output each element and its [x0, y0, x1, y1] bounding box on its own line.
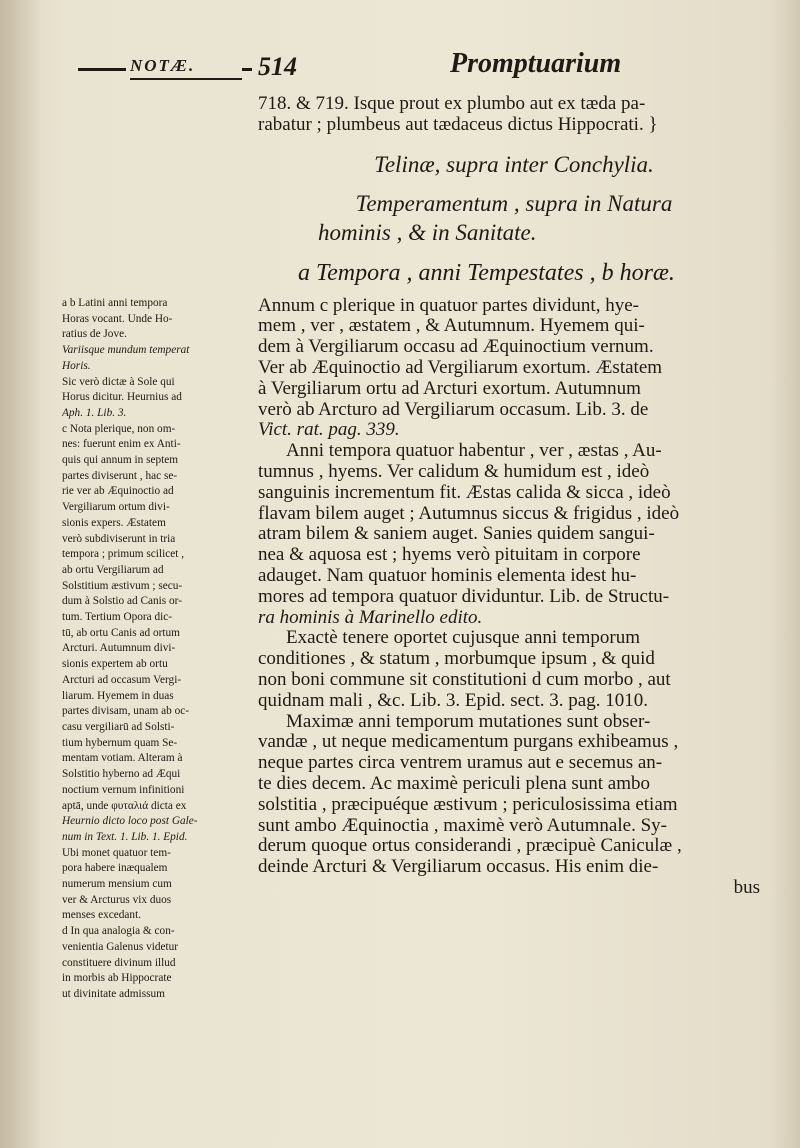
running-head [78, 48, 778, 88]
body-line: adauget. Nam quatuor hominis elementa idest hu- [258, 565, 637, 586]
body-line-reference: ra hominis à Marinello edito. [258, 607, 483, 628]
body-line: mem , ver , æstatem , & Autumnum. Hyemem qui- [258, 316, 645, 337]
margin-line: Variisque mundum temperat [62, 344, 190, 357]
body-line: flavam bilem auget ; Autumnus siccus & frigidus , ideò [258, 503, 680, 524]
running-title: Promptuarium [450, 48, 622, 79]
body-line: vandæ , ut neque medicamentum purgans exhibeamus , [258, 732, 679, 753]
body-line: Exactè tenere oportet cujusque anni temporum [286, 628, 641, 649]
body-line: nea & aquosa est ; hyems verò pituitam in corpore [258, 545, 641, 566]
entry-telinae: Telinæ, supra inter Conchylia. [374, 151, 654, 177]
body-line: sunt ambo Æquinoctia , maximè verò Autumnale. Sy- [258, 815, 667, 836]
margin-line: tempora ; primum scilicet , [62, 548, 185, 561]
margin-line: tū, ab ortu Canis ad ortum [62, 626, 180, 639]
head-notae-rule [130, 78, 242, 80]
intro-line: 718. & 719. Isque prout ex plumbo aut ex tæda pa- [258, 94, 646, 114]
entry-temperamentum-cont: hominis , & in Sanitate. [318, 219, 537, 245]
entry-temperamentum: Temperamentum , supra in Natura [355, 190, 673, 216]
body-line: deinde Arcturi & Vergiliarum occasus. His enim die- [258, 857, 659, 878]
margin-line: verò subdiviserunt in tria [62, 532, 176, 545]
margin-line: nes: fuerunt enim ex Anti- [62, 438, 181, 451]
margin-line: sionis expertem ab ortu [62, 658, 168, 671]
body-line: à Vergiliarum ortu ad Arcturi exortum. Autumnum [258, 378, 641, 399]
body-line: tumnus , hyems. Ver calidum & humidum est , ideò [258, 461, 650, 482]
margin-line: num in Text. 1. Lib. 1. Epid. [62, 830, 188, 843]
body-line-reference: Vict. rat. pag. 339. [258, 420, 400, 441]
margin-line: Aph. 1. Lib. 3. [62, 406, 127, 419]
margin-line: ab ortu Vergiliarum ad [62, 563, 164, 576]
body-line: Annum c plerique in quatuor partes dividunt, hye- [258, 295, 639, 316]
body-line: sanguinis incrementum fit. Æstas calida & sicca , ideò [258, 482, 671, 503]
margin-line: Heurnio dicto loco post Gale- [62, 815, 198, 828]
margin-line: casu vergiliarū ad Solsti- [62, 720, 175, 733]
margin-line: ratius de Jove. [62, 328, 127, 341]
margin-line: in morbis ab Hippocrate [62, 972, 172, 985]
margin-line: tium hybernum quam Se- [62, 736, 178, 749]
margin-line: Arcturi. Autumnum divi- [62, 642, 176, 655]
margin-line: ut divinitate admissum [62, 987, 165, 1000]
margin-line: ver & Arcturus vix duos [62, 893, 172, 906]
entry-tempora: a Tempora , anni Tempestates , b horæ. [298, 259, 675, 286]
body-line: Maximæ anni temporum mutationes sunt obser- [286, 711, 651, 732]
margin-line: Ubi monet quatuor tem- [62, 846, 171, 859]
margin-line: numerum mensium cum [62, 878, 172, 891]
body-line: verò ab Arcturo ad Vergiliarum occasum. Lib. 3. de [258, 399, 649, 420]
margin-line: Solstitium æstivum ; secu- [62, 579, 183, 592]
margin-line: venientia Galenus videtur [62, 940, 179, 953]
body-line: Ver ab Æquinoctio ad Vergiliarum exortum. Æstatem [258, 357, 663, 378]
page-edge-shadow [770, 0, 800, 1148]
catchword: bus [733, 877, 760, 898]
main-column [258, 94, 770, 899]
margin-line: menses excedant. [62, 909, 142, 922]
margin-line: aptā, unde φυταλιά dicta ex [62, 799, 187, 812]
margin-line: quis qui annum in septem [62, 454, 179, 467]
head-notae-label: NOTÆ. [130, 56, 196, 75]
margin-line: d In qua analogia & con- [62, 925, 175, 938]
margin-line: mentam votiam. Alteram à [62, 752, 183, 765]
body-line: non boni commune sit constitutioni d cum morbo , aut [258, 669, 671, 690]
margin-line: tum. Tertium Opora dic- [62, 611, 173, 624]
margin-line: sionis expers. Æstatem [62, 516, 166, 529]
margin-line: Sic verò dictæ à Sole qui [62, 375, 175, 388]
margin-line: partes divisam, unam ab oc- [62, 705, 190, 718]
page-gutter-shadow [0, 0, 40, 1148]
margin-notes [62, 296, 262, 1003]
margin-line: pora habere inæqualem [62, 862, 168, 875]
page-number: 514 [258, 52, 297, 81]
margin-line: partes diviserunt , hac se- [62, 469, 178, 482]
body-line: te dies decem. Ac maximè periculi plena sunt ambo [258, 773, 651, 794]
head-rule-left [78, 68, 126, 71]
margin-line: dum à Solstio ad Canis or- [62, 595, 182, 608]
body-line: derum quoque ortus considerandi , præcipuè Caniculæ , [258, 836, 682, 857]
body-line: conditiones , & statum , morbumque ipsum , & quid [258, 649, 655, 670]
body-line: atram bilem & saniem auget. Sanies quidem sangui- [258, 524, 655, 545]
margin-line: a b Latini anni tempora [62, 297, 168, 309]
head-rule-right [242, 68, 252, 71]
margin-line: rie ver ab Æquinoctio ad [62, 485, 174, 498]
margin-line: liarum. Hyemem in duas [62, 689, 174, 702]
body-line: Anni tempora quatuor habentur , ver , æstas , Au- [286, 441, 662, 462]
margin-line: noctium vernum infinitioni [62, 783, 185, 796]
margin-line: Horus dicitur. Heurnius ad [62, 391, 182, 404]
margin-line: Solstitio hyberno ad Æqui [62, 768, 181, 781]
margin-line: c Nota plerique, non om- [62, 422, 176, 435]
margin-line: Arcturi ad occasum Vergi- [62, 673, 182, 686]
margin-line: Vergiliarum ortum divi- [62, 501, 170, 514]
intro-line: rabatur ; plumbeus aut tædaceus dictus Hippocrati. } [258, 114, 658, 135]
body-line: neque partes circa ventrem uramus aut e secemus an- [258, 753, 663, 774]
margin-line: Horas vocant. Unde Ho- [62, 312, 173, 325]
body-line: dem à Vergiliarum occasu ad Æquinoctium vernum. [258, 337, 654, 358]
body-line: solstitia , præcipuéque æstivum ; periculosissima etiam [258, 794, 678, 815]
margin-line: Horis. [62, 359, 91, 372]
body-line: mores ad tempora quatuor dividuntur. Lib. de Structu- [258, 586, 670, 607]
body-line: quidnam mali , &c. Lib. 3. Epid. sect. 3. pag. 1010. [258, 690, 648, 711]
margin-line: constituere divinum illud [62, 956, 176, 969]
